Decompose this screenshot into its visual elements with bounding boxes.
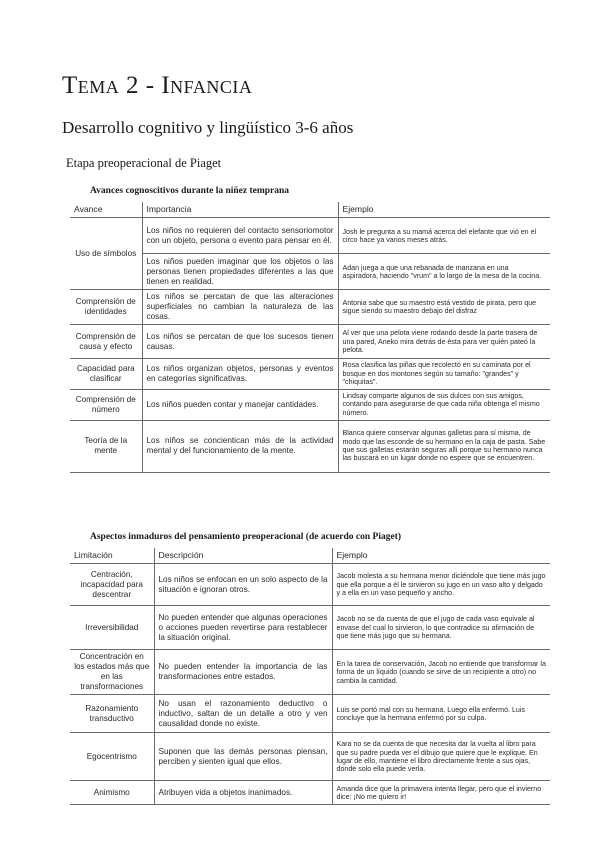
table1-caption: Avances cognoscitivos durante la niñez temprana — [90, 186, 290, 196]
cognitive-advances-table — [70, 202, 550, 473]
row-label: Centración, incapacidad para descentrar — [70, 564, 154, 606]
table-header-row — [70, 548, 550, 564]
importance-cell: Los niños se concientican más de la actividad mental y del funcionamiento de la mente. — [142, 420, 338, 472]
example-cell: Amanda dice que la primavera intenta llegar, pero que el invierno dice: ¡No me quiero ir! — [332, 781, 550, 805]
table-row — [70, 218, 550, 254]
row-label: Uso de símbolos — [70, 218, 142, 290]
importance-cell: Los niños se percatan de que los sucesos tienen causas. — [142, 325, 338, 359]
table-row — [70, 650, 550, 695]
example-cell: Adan juega a que una rebanada de manzana en una aspiradora, haciendo "vrum" a lo largo de la mesa de la cocina. — [338, 254, 550, 290]
table-row — [70, 254, 550, 290]
table-row — [70, 695, 550, 733]
column-header: Ejemplo — [332, 548, 550, 564]
row-label: Comprensión de causa y efecto — [70, 325, 142, 359]
page-title: Tema 2 - Infancia — [62, 72, 253, 99]
table-header-row — [70, 202, 550, 218]
table-row — [70, 359, 550, 389]
example-cell: Al ver que una pelota viene rodando desde la parte trasera de una pared, Aneko mira detrás de ésta para ver quién pateó la pelota. — [338, 325, 550, 359]
column-header: Limitación — [70, 548, 154, 564]
importance-cell: Los niños organizan objetos, personas y eventos en categorías significativas. — [142, 359, 338, 389]
preoperational-limitations-table — [70, 548, 550, 805]
table-row — [70, 325, 550, 359]
description-cell: No pueden entender la importancia de las transformaciones entre estados. — [154, 650, 332, 695]
column-header: Importancia — [142, 202, 338, 218]
column-header: Ejemplo — [338, 202, 550, 218]
description-cell: No usan el razonamiento deductivo o inductivo, saltan de un detalle a otro y ven causalidad donde no existe. — [154, 695, 332, 733]
table-row — [70, 564, 550, 606]
importance-cell: Los niños pueden imaginar que los objetos o las personas tienen propiedades diferentes a las que tienen en realidad. — [142, 254, 338, 290]
row-label: Teoría de la mente — [70, 420, 142, 472]
example-cell: Luis se portó mal con su hermana. Luego ella enfermó. Luis concluye que la hermana enfermó por su culpa. — [332, 695, 550, 733]
row-label: Capacidad para clasificar — [70, 359, 142, 389]
example-cell: Blanca quiere conservar algunas galletas para sí misma, de modo que las esconde de su hermano en la caja de pasta. Sabe que sus galletas estarán seguras allí porque su hermano nunca las buscará en un lugar donde no espere que se encuentren. — [338, 420, 550, 472]
table2-caption: Aspectos inmaduros del pensamiento preoperacional (de acuerdo con Piaget) — [90, 532, 402, 542]
column-header: Avance — [70, 202, 142, 218]
example-cell: Kara no se da cuenta de que necesita dar la vuelta al libro para que su padre pueda ver el dibujo que quiere que le explique. En lugar de ello, mantiene el libro directamente frente a sus ojas, donde solo ella puede verla. — [332, 733, 550, 781]
section-heading: Etapa preoperacional de Piaget — [66, 156, 222, 170]
table-row — [70, 606, 550, 650]
row-label: Razonamiento transductivo — [70, 695, 154, 733]
column-header: Descripción — [154, 548, 332, 564]
row-label: Comprensión de identidades — [70, 290, 142, 325]
example-cell: Josh le pregunta a su mamá acerca del elefante que vió en el circo hace ya varios meses atrás. — [338, 218, 550, 254]
description-cell: Los niños se enfocan en un solo aspecto de la situación e ignoran otros. — [154, 564, 332, 606]
example-cell: Antonia sabe que su maestro está vestido de pirata, pero que sigue siendo su maestro debajo del disfraz — [338, 290, 550, 325]
example-cell: Lindsay comparte algunos de sus dulces con sus amigos, contando para asegurarse de que cada niña obtenga el mismo número. — [338, 389, 550, 420]
importance-cell: Los niños pueden contar y manejar cantidades. — [142, 389, 338, 420]
table-row — [70, 420, 550, 472]
description-cell: Suponen que las demás personas piensan, perciben y sienten igual que ellos. — [154, 733, 332, 781]
row-label: Irreversibilidad — [70, 606, 154, 650]
row-label: Animismo — [70, 781, 154, 805]
row-label: Comprensión de número — [70, 389, 142, 420]
importance-cell: Los niños se percatan de que las alteraciones superficiales no cambian la naturaleza de las cosas. — [142, 290, 338, 325]
example-cell: Jacob molesta a su hermana menor diciéndole que tiene más jugo que ella porque a él le sirvieron su jugo en un vaso alto y delgado y a ella en un vaso pequeño y ancho. — [332, 564, 550, 606]
example-cell: Jacob no se da cuenta de que el jugo de cada vaso equivale al envase del cual lo sirvieron, lo que contradice su afirmación de que tiene más jugo que su hermana. — [332, 606, 550, 650]
example-cell: Rosa clasifica las piñas que recolectó en su caminata por el bosque en dos montones según su tamaño: "grandes" y "chiquitas". — [338, 359, 550, 389]
row-label: Egocentrismo — [70, 733, 154, 781]
table-row — [70, 389, 550, 420]
description-cell: No pueden entender que algunas operaciones o acciones pueden revertirse para restablecer la situación original. — [154, 606, 332, 650]
importance-cell: Los niños no requieren del contacto sensoriomotor con un objeto, persona o evento para pensar en él. — [142, 218, 338, 254]
table-row — [70, 290, 550, 325]
example-cell: En la tarea de conservación, Jacob no entiende que transformar la forma de un líquido (cuando se sirve de un recipiente a otro) no cambia la cantidad. — [332, 650, 550, 695]
row-label: Concentración en los estados más que en las transformaciones — [70, 650, 154, 695]
page-subtitle: Desarrollo cognitivo y lingüístico 3-6 años — [62, 118, 354, 137]
table-row — [70, 781, 550, 805]
table-row — [70, 733, 550, 781]
description-cell: Atribuyen vida a objetos inanimados. — [154, 781, 332, 805]
